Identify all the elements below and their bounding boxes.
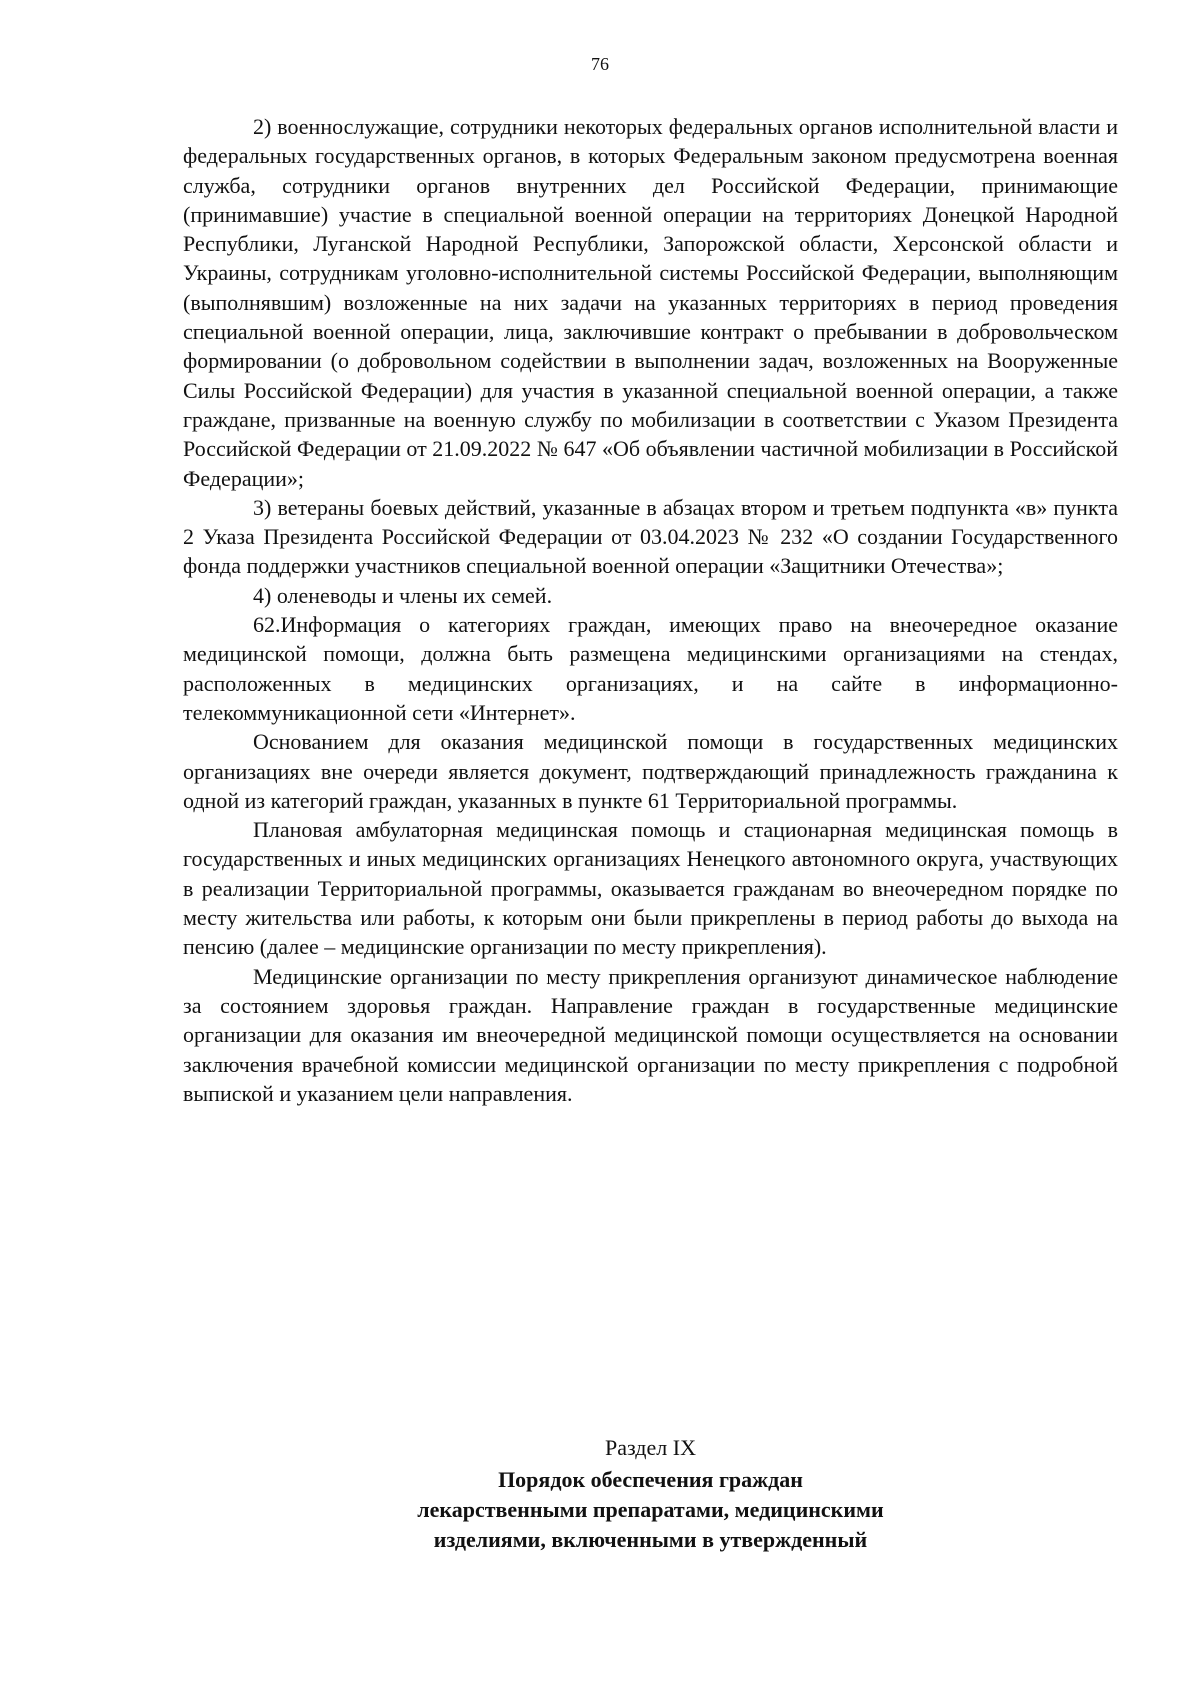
section-title-line-2: лекарственными препаратами, медицинскими [417, 1497, 884, 1522]
paragraph-planned-care: Плановая амбулаторная медицинская помощь и стационарная медицинская помощь в государственных и иных медицинских организациях Ненецкого автономного округа, участвующих в реализации Территориальной программы, оказывается гражданам во внеочередном порядке по месту жительства или работы, к которым они были прикреплены в период работы до выхода на пенсию (далее – медицинские организации по месту прикрепления). [183, 817, 1118, 960]
paragraph-clause-62: 62.Информация о категориях граждан, имеющих право на внеочередное оказание медицинской помощи, должна быть размещена медицинскими организациями на стендах, расположенных в медицинских организациях, и на сайте в информационно-телекоммуникационной сети «Интернет». [183, 612, 1118, 725]
page-number: 76 [591, 54, 609, 74]
section-heading [183, 1433, 1118, 1555]
section-label: Раздел IX [605, 1435, 696, 1460]
paragraph-basis: Основанием для оказания медицинской помощи в государственных медицинских организациях вне очереди является документ, подтверждающий принадлежность гражданина к одной из категорий граждан, указанных в пункте 61 Территориальной программы. [183, 729, 1118, 813]
document-body [183, 112, 1118, 1108]
paragraph-item-2: 2) военнослужащие, сотрудники некоторых федеральных органов исполнительной власти и федеральных государственных органов, в которых Федеральным законом предусмотрена военная служба, сотрудники органов внутренних дел Российской Федерации, принимающие (принимавшие) участие в специальной военной операции на территориях Донецкой Народной Республики, Луганской Народной Республики, Запорожской области, Херсонской области и Украины, сотрудникам уголовно-исполнительной системы Российской Федерации, выполняющим (выполнявшим) возложенные на них задачи на указанных территориях в период проведения специальной военной операции, лица, заключившие контракт о пребывании в добровольческом формировании (о добровольном содействии в выполнении задач, возложенных на Вооруженные Силы Российской Федерации) для участия в указанной специальной военной операции, а также граждане, призванные на военную службу по мобилизации в соответствии с Указом Президента Российской Федерации от 21.09.2022 № 647 «Об объявлении частичной мобилизации в Российской Федерации»; [183, 114, 1118, 491]
paragraph-item-4: 4) оленеводы и члены их семей. [253, 582, 553, 608]
paragraph-item-3: 3) ветераны боевых действий, указанные в абзацах втором и третьем подпункта «в» пункта 2 Указа Президента Российской Федерации от 03.04.2023 № 232 «О создании Государственного фонда поддержки участников специальной военной операции «Защитники Отечества»; [183, 494, 1118, 579]
section-title-line-1: Порядок обеспечения граждан [498, 1467, 803, 1492]
section-title-line-3: изделиями, включенными в утвержденный [433, 1527, 868, 1552]
paragraph-referral: Медицинские организации по месту прикрепления организуют динамическое наблюдение за состоянием здоровья граждан. Направление граждан в государственные медицинские организации для оказания им внеочередной медицинской помощи осуществляется на основании заключения врачебной комиссии медицинской организации по месту прикрепления с подробной выпиской и указанием цели направления. [183, 963, 1118, 1106]
